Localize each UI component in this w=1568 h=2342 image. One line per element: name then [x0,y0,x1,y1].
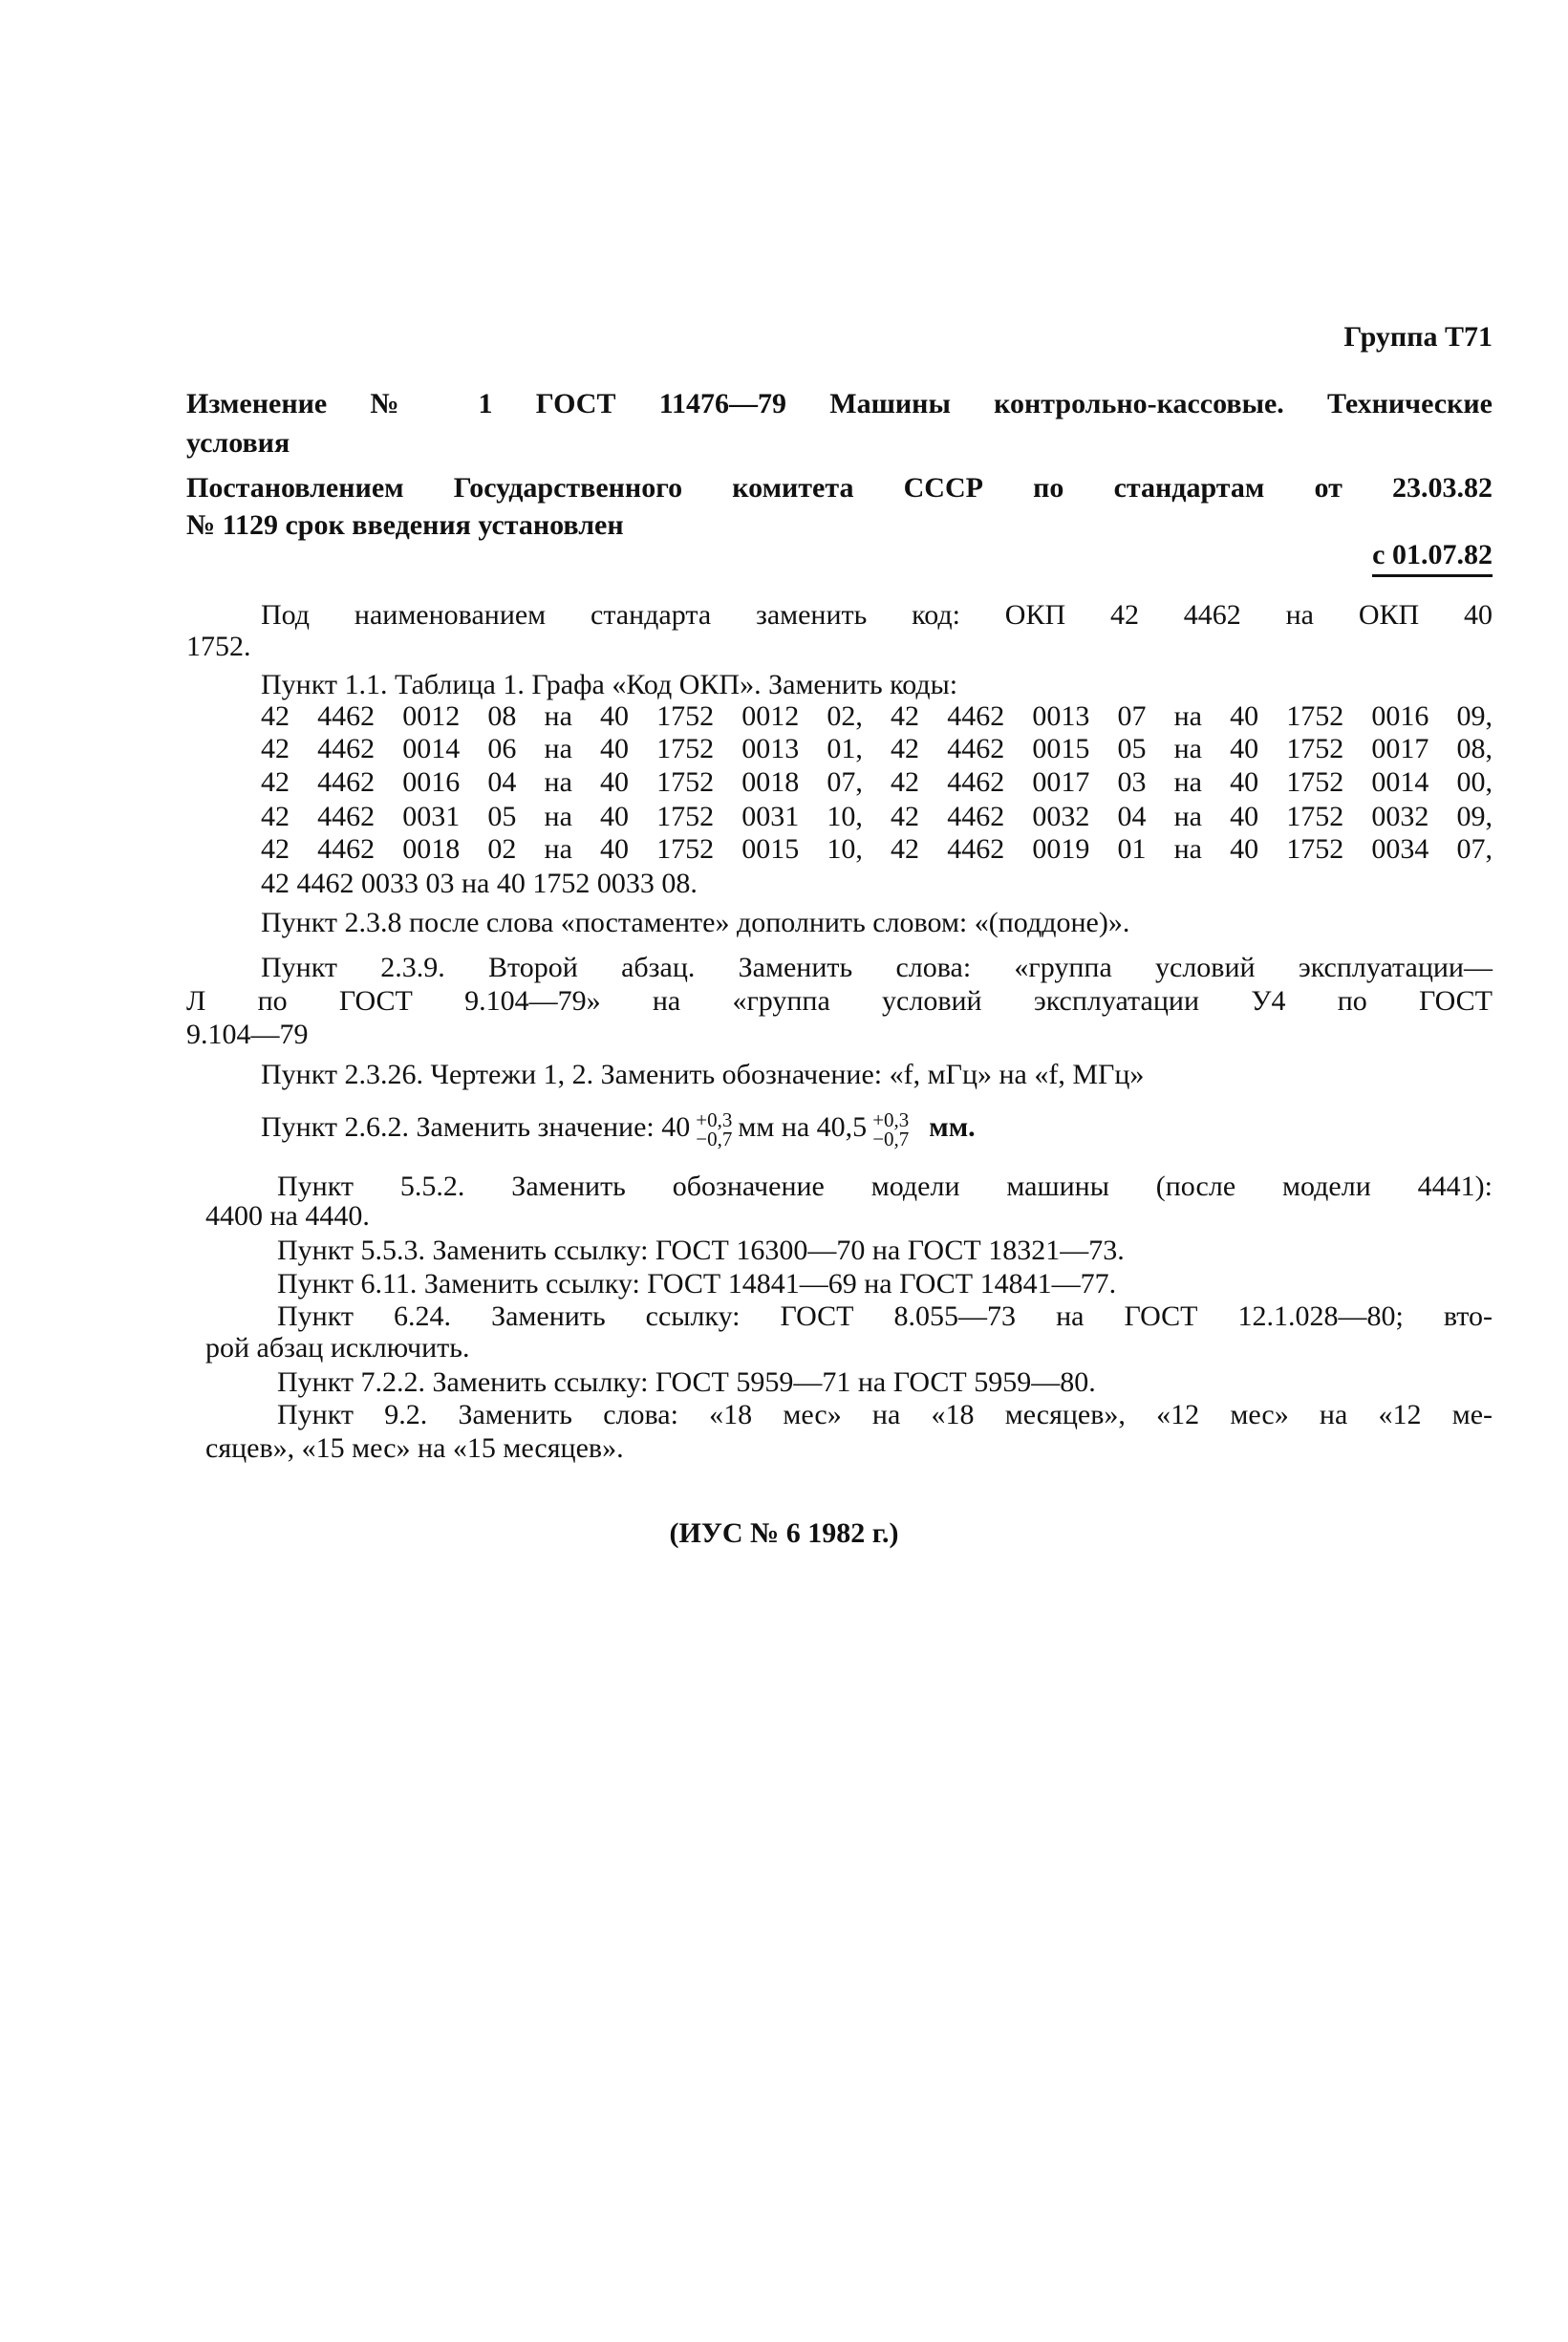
code-line: 42 4462 0012 08 на 40 1752 0012 02, 42 4462 0013 07 на 40 1752 0016 09, [261,700,1493,732]
tolerance [872,1110,909,1149]
tolerance-lower: −0,7 [872,1128,910,1151]
code-line: 42 4462 0031 05 на 40 1752 0031 10, 42 4462 0032 04 на 40 1752 0032 09, [261,801,1493,832]
code-line: 42 4462 0018 02 на 40 1752 0015 10, 42 4462 0019 01 на 40 1752 0034 07, [261,833,1493,865]
paragraph-line: Пункт 6.24. Заменить ссылку: ГОСТ 8.055—73 на ГОСТ 12.1.028—80; вто- [277,1300,1493,1332]
effective-date: с 01.07.82 [1372,538,1493,577]
paragraph-line-tolerance [261,1110,1493,1149]
paragraph-line: сяцев», «15 мес» на «15 месяцев». [205,1432,624,1464]
paragraph-line: Пункт 2.3.8 после слова «постаменте» дополнить словом: «(поддоне)». [261,907,1130,938]
paragraph-line: Л по ГОСТ 9.104—79» на «группа условий эксплуатации У4 по ГОСТ [186,985,1493,1017]
text: мм. [929,1111,976,1143]
title-line: Изменение № 1 ГОСТ 11476—79 Машины контрольно-кассовые. Технические [186,388,1493,419]
code-line: 42 4462 0033 03 на 40 1752 0033 08. [261,868,698,899]
group-code: Группа Т71 [1343,321,1493,353]
paragraph-line: Под наименованием стандарта заменить код: ОКП 42 4462 на ОКП 40 [261,599,1493,631]
paragraph-line: 9.104—79 [186,1019,309,1050]
paragraph-line: Пункт 5.5.3. Заменить ссылку: ГОСТ 16300—70 на ГОСТ 18321—73. [277,1235,1125,1266]
paragraph-line: 4400 на 4440. [205,1200,370,1232]
title-line: условия [186,427,290,459]
decree-line: Постановлением Государственного комитета СССР по стандартам от 23.03.82 [186,472,1493,504]
tolerance-lower: −0,7 [696,1128,733,1151]
paragraph-line: Пункт 1.1. Таблица 1. Графа «Код ОКП». Заменить коды: [261,669,958,700]
paragraph-line: 1752. [186,631,251,662]
paragraph-line: Пункт 7.2.2. Заменить ссылку: ГОСТ 5959—71 на ГОСТ 5959—80. [277,1366,1096,1398]
footer-source: (ИУС № 6 1982 г.) [669,1517,899,1549]
decree-line: № 1129 срок введения установлен [186,509,624,541]
tolerance [696,1110,732,1149]
code-line: 42 4462 0016 04 на 40 1752 0018 07, 42 4462 0017 03 на 40 1752 0014 00, [261,766,1493,798]
text: мм на 40,5 [738,1111,868,1143]
paragraph-line: Пункт 5.5.2. Заменить обозначение модели машины (после модели 4441): [277,1171,1493,1202]
paragraph-line: Пункт 9.2. Заменить слова: «18 мес» на «18 месяцев», «12 мес» на «12 ме- [277,1399,1493,1430]
paragraph-line: Пункт 2.3.9. Второй абзац. Заменить слова: «группа условий эксплуатации— [261,952,1493,983]
tolerance-upper: +0,3 [872,1108,910,1132]
text: Пункт 2.6.2. Заменить значение: 40 [261,1111,691,1143]
code-line: 42 4462 0014 06 на 40 1752 0013 01, 42 4462 0015 05 на 40 1752 0017 08, [261,733,1493,764]
paragraph-line: Пункт 2.3.26. Чертежи 1, 2. Заменить обозначение: «f, мГц» на «f, МГц» [261,1059,1145,1090]
tolerance-upper: +0,3 [696,1108,733,1132]
paragraph-line: рой абзац исключить. [205,1332,470,1364]
paragraph-line: Пункт 6.11. Заменить ссылку: ГОСТ 14841—69 на ГОСТ 14841—77. [277,1268,1117,1300]
